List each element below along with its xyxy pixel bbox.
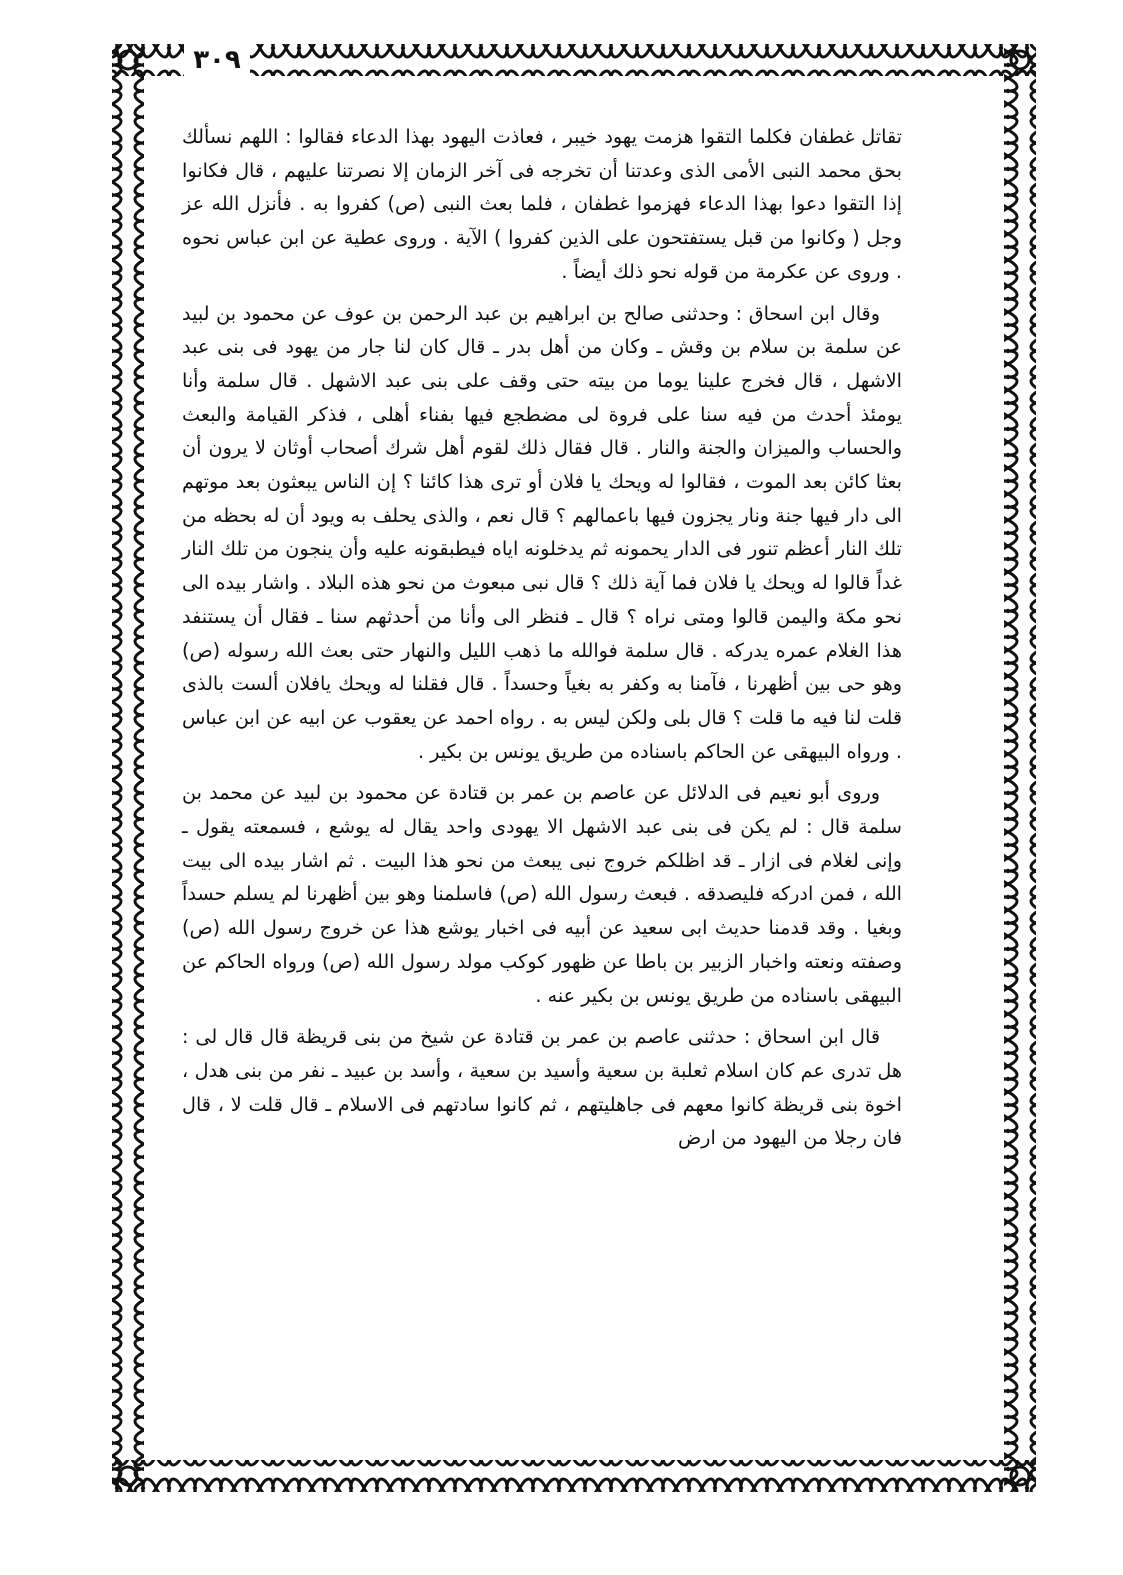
paragraph: قال ابن اسحاق : حدثنى عاصم بن عمر بن قتادة عن شيخ من بنى قريظة قال قال لى : هل تدرى عم كان اسلام ثعلبة بن سعية وأسيد بن سعية ، وأسد بن عبيد ـ نفر من بنى هدل ، اخوة بنى قريظة كانوا معهم فى جاهليتهم ، ثم كانوا سادتهم فى الاسلام ـ قال قلت لا ، قال فان رجلا من اليهود من ارض <box>182 1025 902 1150</box>
paragraph: وقال ابن اسحاق : وحدثنى صالح بن ابراهيم بن عبد الرحمن بن عوف عن محمود بن لبيد عن سلمة بن سلام بن وقش ـ وكان من أهل بدر ـ قال كان لنا جار من يهود فى بنى عبد الاشهل ، قال فخرج علينا يوما من بيته حتى وقف على بنى عبد الاشهل . قال سلمة وأنا يومئذ أحدث من فيه سنا على فروة لى مضطجع فيها بفناء أهلى ، فذكر القيامة والبعث والحساب والميزان والجنة والنار . قال فقال ذلك لقوم أهل شرك أصحاب أوثان لا يرون أن بعثا كائن بعد الموت ، فقالوا له ويحك يا فلان أو ترى هذا كائنا ؟ إن الناس يبعثون بعد موتهم الى دار فيها جنة ونار يجزون فيها باعمالهم ؟ قال نعم ، والذى يحلف به ويود أن له بحظه من تلك النار أعظم تنور فى الدار يحمونه ثم يدخلونه اياه فيطبقونه عليه وأن ينجون من تلك النار غداً قالوا له ويحك يا فلان فما آية ذلك ؟ قال نبى مبعوث من نحو هذه البلاد . واشار بيده الى نحو مكة واليمن قالوا ومتى نراه ؟ قال ـ فنظر الى وأنا من أحدثهم سنا ـ فقال أن يستنفد هذا الغلام عمره يدركه . قال سلمة فوالله ما ذهب الليل والنهار حتى بعث الله رسوله (ص) وهو حى بين أظهرنا ، فآمنا به وكفر به بغياً وحسداً . قال فقلنا له ويحك يافلان ألست بالذى قلت لنا فيه ما قلت ؟ قال بلى ولكن ليس به . رواه احمد عن يعقوب عن ابيه عن ابن عباس . ورواه البيهقى عن الحاكم باسناده من طريق يونس بن بكير . <box>182 301 902 763</box>
paragraph: تقاتل غطفان فكلما التقوا هزمت يهود خيبر ، فعاذت اليهود بهذا الدعاء فقالوا : اللهم نسألك بحق محمد النبى الأمى الذى وعدتنا أن تخرجه فى آخر الزمان إلا نصرتنا عليهم ، قال فكانوا إذا التقوا دعوا بهذا الدعاء فهزموا غطفان ، فلما بعث النبى (ص) كفروا به . فأنزل الله عز وجل ( وكانوا من قبل يستفتحون على الذين كفروا ) الآية . وروى عطية عن ابن عباس نحوه . وروى عن عكرمة من قوله نحو ذلك أيضاً . <box>182 125 902 283</box>
paragraph: وروى أبو نعيم فى الدلائل عن عاصم بن عمر بن قتادة عن محمود بن لبيد عن محمد بن سلمة قال : لم يكن فى بنى عبد الاشهل الا يهودى واحد يقال له يوشع ، فسمعته يقول ـ وإنى لغلام فى ازار ـ قد اظلكم خروج نبى يبعث من نحو هذا البيت . ثم اشار بيده الى بيت الله ، فمن ادركه فليصدقه . فبعث رسول الله (ص) فاسلمنا وهو بين أظهرنا لم يسلم حسداً وبغيا . وقد قدمنا حديث ابى سعيد عن أبيه فى اخبار يوشع هذا عن خروج رسول الله (ص) وصفته ونعته واخبار الزبير بن باطا عن ظهور كوكب مولد رسول الله (ص) ورواه الحاكم عن البيهقى باسناده من طريق يونس بن بكير عنه . <box>182 781 902 1007</box>
page-number: ٣٠٩ <box>184 40 250 80</box>
main-text <box>182 120 902 1155</box>
